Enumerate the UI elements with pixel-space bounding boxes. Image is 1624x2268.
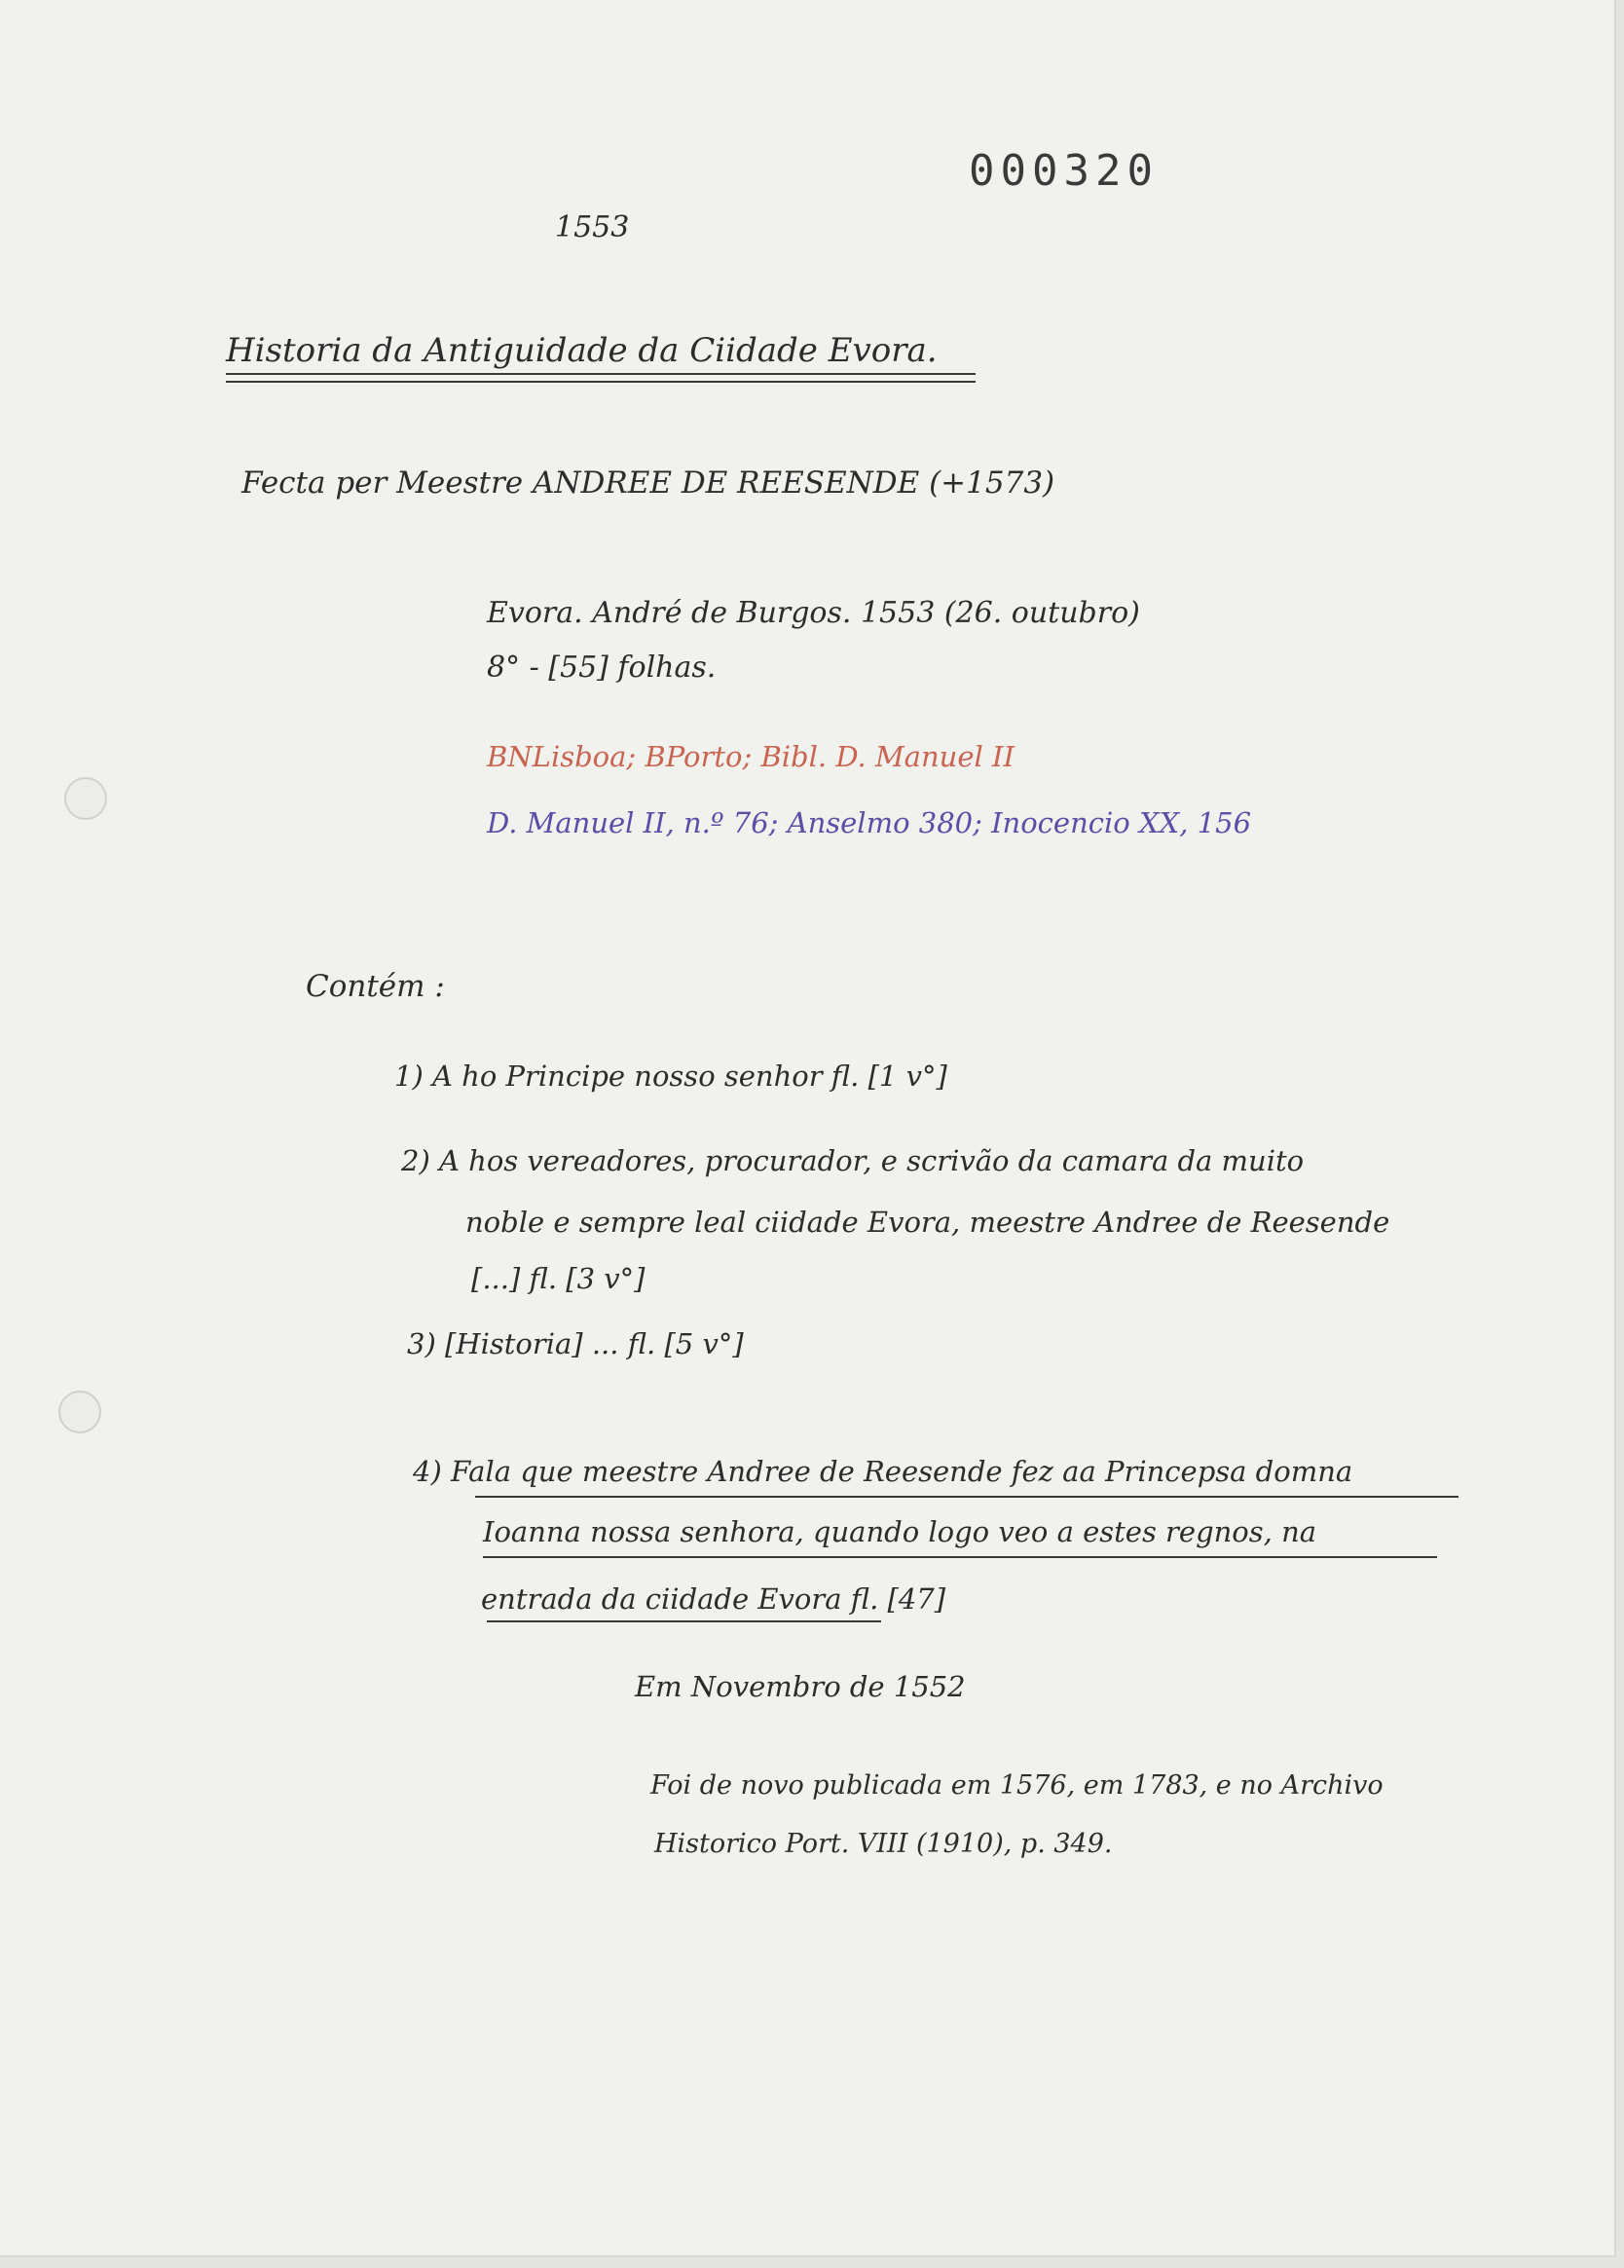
punch-hole xyxy=(64,777,107,820)
date-note: Em Novembro de 1552 xyxy=(635,1670,966,1703)
item-underline xyxy=(487,1620,881,1622)
contents-item: 2) A hos vereadores, procurador, e scrivão da camara da muito xyxy=(401,1144,1305,1177)
contents-item-continuation: noble e sempre leal ciidade Evora, meestre Andree de Reesende xyxy=(465,1206,1390,1239)
title-underline xyxy=(226,381,976,383)
item-underline xyxy=(475,1496,1458,1498)
contents-item: 3) [Historia] ... fl. [5 v°] xyxy=(407,1327,744,1360)
references: D. Manuel II, n.º 76; Anselmo 380; Inocencio XX, 156 xyxy=(487,806,1252,839)
item-underline xyxy=(483,1556,1437,1558)
publication-note: Foi de novo publicada em 1576, em 1783, e no Archivo xyxy=(650,1770,1384,1801)
imprint: Evora. André de Burgos. 1553 (26. outubro) xyxy=(487,596,1140,630)
punch-hole xyxy=(58,1391,101,1433)
author-line: Fecta per Meestre ANDREE DE REESENDE (+1573) xyxy=(241,465,1055,501)
contents-item: 1) A ho Principe nosso senhor fl. [1 v°] xyxy=(394,1060,947,1093)
title-underline xyxy=(226,373,976,375)
document-title: Historia da Antiguidade da Ciidade Evora. xyxy=(226,331,938,370)
format: 8° - [55] folhas. xyxy=(487,651,717,685)
contents-heading: Contém : xyxy=(306,969,445,1004)
contents-item-continuation: [...] fl. [3 v°] xyxy=(471,1262,646,1295)
holdings: BNLisboa; BPorto; Bibl. D. Manuel II xyxy=(487,740,1015,773)
year: 1553 xyxy=(555,210,630,244)
publication-note: Historico Port. VIII (1910), p. 349. xyxy=(654,1829,1113,1859)
contents-item-continuation: entrada da ciidade Evora fl. [47] xyxy=(481,1582,946,1616)
contents-item-continuation: Ioanna nossa senhora, quando logo veo a estes regnos, na xyxy=(483,1515,1317,1548)
document-number: 000320 xyxy=(969,146,1159,196)
contents-item: 4) Fala que meestre Andree de Reesende fez aa Princepsa domna xyxy=(413,1455,1353,1488)
